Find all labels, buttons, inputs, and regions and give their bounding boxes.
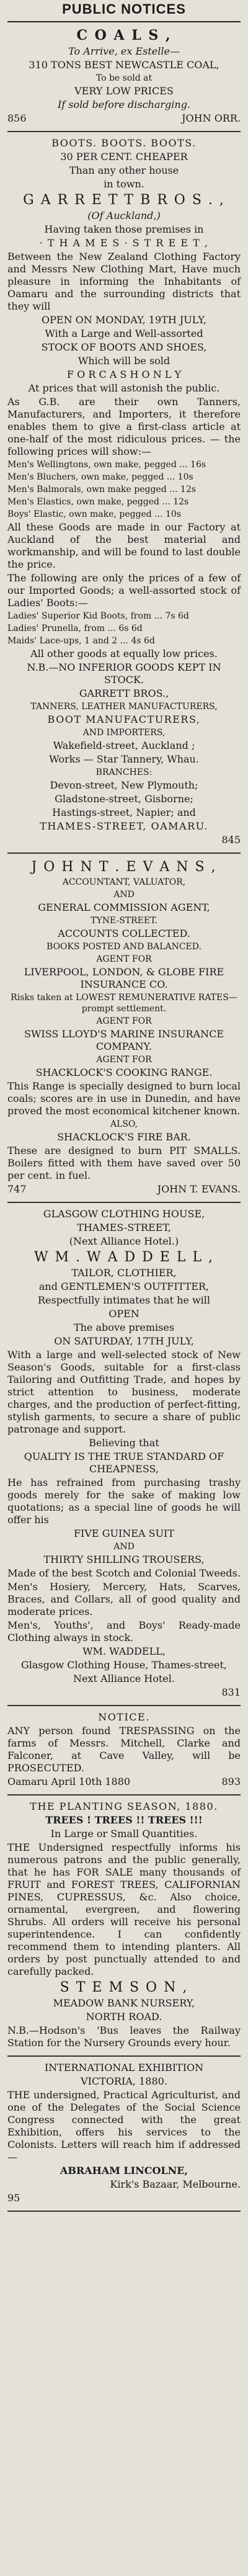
ad-line: NORTH ROAD. xyxy=(86,2011,162,2023)
ad-line: LIVERPOOL, LONDON, & GLOBE FIRE INSURANCE CO. xyxy=(24,966,224,990)
ad-line: MEADOW BANK NURSERY, xyxy=(53,1997,195,2009)
ad-line: THIRTY SHILLING TROUSERS, xyxy=(43,1554,205,1565)
ad-line: AGENT FOR xyxy=(96,1055,152,1065)
ad-line: BOOTS. BOOTS. BOOTS. xyxy=(51,137,197,149)
ad-line: GLASGOW CLOTHING HOUSE, xyxy=(43,1208,205,1220)
ad-line: GENERAL COMMISSION AGENT, xyxy=(38,901,210,913)
ad-line: All these Goods are made in our Factory at Auckland of the best material and workmanship, and will be found to last double the price. xyxy=(7,521,241,570)
ad-line: All other goods at equally low prices. xyxy=(30,648,218,660)
ad-line: THE undersigned, Practical Agriculturist, and one of the Delegates of the Social Science Congress connected with the great Exhibition, offers his services to the Colonists. Letters will reach him if addressed— xyxy=(7,2089,241,2163)
ad-line: To be sold at xyxy=(95,73,153,83)
ad-line: Men's Bluchers, own make, pegged ... 10s xyxy=(7,472,193,482)
ad-line: (Of Auckland,) xyxy=(87,210,161,221)
ad-line: In Large or Small Quantities. xyxy=(50,1828,198,1840)
ad-line: The above premises xyxy=(73,1322,175,1333)
ad-line: BRANCHES: xyxy=(95,767,153,777)
ad-line: GARRETT BROS., xyxy=(79,687,169,699)
ad-line: S T E M S O N , xyxy=(60,1980,188,1995)
ad-line: THE PLANTING SEASON, 1880. xyxy=(30,1800,218,1812)
ad-line: TAILOR, CLOTHIER, xyxy=(71,1267,177,1279)
ad-footer xyxy=(7,1776,241,1788)
ad-line: If sold before discharging. xyxy=(57,99,191,110)
ad-line: These are designed to burn PIT SMALLS. Boilers fitted with them have saved over 50 per cent. in fuel. xyxy=(7,1145,241,1181)
ad-line: NOTICE. xyxy=(98,1711,150,1723)
ad-footer xyxy=(7,834,241,846)
ad-line: THE Undersigned respectfully informs his numerous patrons and the public generally, that he has FOR SALE many thousands of FRUIT and FOREST TREES, CALIFORNIAN PINES, CUPRESSUS, &c. Also choice, ornamental, evergreen, and flowering Shrubs. All orders will receive his personal superintendence. I can confidently recommend them to intending planters. All orders by post punctually attended to and carefully packed. xyxy=(7,1841,241,1977)
ad-line: Ladies' Prunella, from ... 6s 6d xyxy=(7,624,143,633)
ad-line: The following are only the prices of a few of our Imported Goods; a well-assorted stock of Ladies' Boots:— xyxy=(7,572,241,609)
ad-line: Men's Elastics, own make, pegged ... 12s xyxy=(7,497,189,507)
ad-waddell xyxy=(7,1203,241,1706)
ad-line: BOOKS POSTED AND BALANCED. xyxy=(46,942,202,952)
ad-line: Maids' Lace-ups, 1 and 2 ... 4s 6d xyxy=(7,636,155,646)
ad-line: Which will be sold xyxy=(78,355,170,367)
ad-line: BOOT MANUFACTURERS, xyxy=(47,713,201,725)
ad-line: Having taken those premises in xyxy=(44,223,204,235)
ad-line: Made of the best Scotch and Colonial Tweeds. xyxy=(7,1567,241,1579)
ad-line: With a large and well-selected stock of New Season's Goods, suitable for a first-class Tailoring and Outfitting Trade, and hopes by strict attention to business, moderate charges, and the production of perfect-fitting, stylish garments, to secure a share of public patronage and support. xyxy=(7,1349,241,1435)
ad-line: Next Alliance Hotel. xyxy=(73,1673,175,1684)
ad-signature: JOHN T. EVANS. xyxy=(157,1183,241,1195)
ad-line: AGENT FOR xyxy=(96,954,152,964)
ad-line: At prices that will astonish the public. xyxy=(28,382,220,394)
ad-number: 95 xyxy=(7,2192,20,2204)
ad-line: W M . W A D D E L L , xyxy=(33,1250,215,1265)
ad-line: G A R R E T T B R O S . , xyxy=(23,192,225,208)
ad-line: Between the New Zealand Clothing Factory and Messrs New Clothing Mart, Have much pleasure in informing the Inhabitants of Oamaru and the surrounding districts that they will xyxy=(7,251,241,312)
ad-line: Respectfully intimates that he will xyxy=(38,1294,210,1306)
ad-line: Hastings-street, Napier; and xyxy=(52,807,196,818)
ad-line: · T H A M E S · S T R E E T , xyxy=(39,237,209,249)
ad-line: ABRAHAM LINCOLNE, xyxy=(60,2165,188,2176)
ad-line: Men's, Youths', and Boys' Ready-made Clothing always in stock. xyxy=(7,1619,241,1644)
ad-line: Men's Hosiery, Mercery, Hats, Scarves, Braces, and Collars, all of good quality and moderate prices. xyxy=(7,1581,241,1617)
ad-line: WM. WADDELL, xyxy=(82,1645,166,1657)
ad-garrett-boots xyxy=(7,132,241,854)
ad-line: Glasgow Clothing House, Thames-street, xyxy=(20,1659,228,1671)
ad-line: J O H N T . E V A N S , xyxy=(31,859,217,875)
ad-stemson xyxy=(7,1796,241,2057)
ad-line: OPEN xyxy=(108,1308,140,1320)
ads-column xyxy=(7,22,241,2212)
ad-line: VERY LOW PRICES xyxy=(74,85,174,97)
ad-line: Wakefield-street, Auckland ; xyxy=(53,740,195,751)
ad-line: ON SATURDAY, 17TH JULY, xyxy=(54,1335,194,1347)
ad-line: ALSO, xyxy=(110,1119,138,1129)
ad-line: FIVE GUINEA SUIT xyxy=(73,1527,175,1539)
ad-line: Men's Balmorals, own make pegged ... 12s xyxy=(7,485,196,494)
ad-line: Boys' Elastic, own make, pegged ... 10s xyxy=(7,509,182,519)
ad-line: F O R C A S H O N L Y xyxy=(66,369,182,380)
ad-line: QUALITY IS THE TRUE STANDARD OF CHEAPNESS, xyxy=(24,1451,224,1475)
section-masthead: PUBLIC NOTICES xyxy=(7,0,241,22)
ad-line: ANY person found TRESPASSING on the farms of Messrs. Mitchell, Clarke and Falconer, at Cave Valley, will be PROSECUTED. xyxy=(7,1725,241,1774)
ad-line: and GENTLEMEN'S OUTFITTER, xyxy=(38,1281,210,1292)
ad-number: Oamaru April 10th 1880 xyxy=(7,1776,131,1787)
ad-line: Kirk's Bazaar, Melbourne. xyxy=(110,2178,241,2190)
ad-line: As G.B. are their own Tanners, Manufacturers, and Importers, it therefore enables them to give a first-class article at one-half of the most ridiculous prices. — the following prices will show:— xyxy=(7,396,241,457)
ad-signature: 845 xyxy=(221,834,241,846)
ad-line: N.B.—NO INFERIOR GOODS KEPT IN STOCK. xyxy=(27,661,221,686)
ad-line: AND xyxy=(113,1542,135,1552)
ad-number: 856 xyxy=(7,112,27,124)
ad-line: Men's Wellingtons, own make, pegged ... 16s xyxy=(7,460,206,470)
ad-line: With a Large and Well-assorted xyxy=(45,328,203,339)
ad-line: AND IMPORTERS, xyxy=(82,728,166,738)
ad-line: Risks taken at LOWEST REMUNERATIVE RATES—prompt settlement. xyxy=(11,993,237,1014)
ad-footer xyxy=(7,2192,241,2204)
ad-line: C O A L S , xyxy=(76,27,172,43)
ad-line: THAMES-STREET, xyxy=(77,1222,171,1233)
ad-line: SHACKLOCK'S FIRE BAR. xyxy=(57,1131,191,1143)
ad-line: Believing that xyxy=(89,1437,159,1449)
ad-coals xyxy=(7,22,241,132)
ad-signature: 893 xyxy=(221,1776,241,1787)
ad-line: THAMES-STREET, OAMARU. xyxy=(40,820,208,832)
ad-line: ACCOUNTANT, VALUATOR, xyxy=(62,877,186,887)
ad-signature: 831 xyxy=(221,1686,241,1698)
ad-line: 310 TONS BEST NEWCASTLE COAL, xyxy=(29,59,219,71)
ad-line: SHACKLOCK'S COOKING RANGE. xyxy=(35,1067,213,1078)
ad-line: in town. xyxy=(104,178,144,190)
ad-line: VICTORIA, 1880. xyxy=(81,2075,167,2087)
ad-notice xyxy=(7,1706,241,1796)
ad-line: INTERNATIONAL EXHIBITION xyxy=(44,2062,204,2073)
ad-line: STOCK OF BOOTS AND SHOES, xyxy=(41,341,207,353)
ad-line: N.B.—Hodson's 'Bus leaves the Railway Station for the Nursery Grounds every hour. xyxy=(7,2024,241,2049)
ad-exhibition xyxy=(7,2057,241,2212)
ad-footer xyxy=(7,1183,241,1196)
ad-line: Than any other house xyxy=(69,164,179,176)
ad-line: Gladstone-street, Gisborne; xyxy=(55,793,193,805)
ad-line: AGENT FOR xyxy=(96,1016,152,1026)
ad-line: ACCOUNTS COLLECTED. xyxy=(58,928,190,939)
ad-line: TREES ! TREES !! TREES !!! xyxy=(45,1814,203,1826)
ad-line: Works — Star Tannery, Whau. xyxy=(49,753,199,765)
ad-signature: JOHN ORR. xyxy=(182,112,241,124)
ad-line: TYNE-STREET. xyxy=(91,916,157,926)
ad-evans xyxy=(7,854,241,1203)
ad-line: He has refrained from purchasing trashy goods merely for the sake of making low quotations; as a special line of goods he will offer his xyxy=(7,1477,241,1526)
ad-line: Ladies' Superior Kid Boots, from ... 7s 6d xyxy=(7,611,189,621)
ad-line: AND xyxy=(113,890,135,900)
ad-line: 30 PER CENT. CHEAPER xyxy=(60,151,188,163)
ad-line: SWISS LLOYD'S MARINE INSURANCE COMPANY. xyxy=(24,1028,224,1052)
ad-line: OPEN ON MONDAY, 19TH JULY, xyxy=(42,314,206,326)
ad-line: TANNERS, LEATHER MANUFACTURERS, xyxy=(30,702,218,712)
ad-line: This Range is specially designed to burn local coals; scores are in use in Dunedin, and have proved the most economical kitchener known. xyxy=(7,1080,241,1117)
ad-footer xyxy=(7,112,241,125)
ad-line: To Arrive, ex Estelle— xyxy=(68,45,180,57)
ad-footer xyxy=(7,1686,241,1699)
ad-number: 747 xyxy=(7,1183,27,1195)
ad-line: (Next Alliance Hotel.) xyxy=(69,1235,179,1247)
ad-line: Devon-street, New Plymouth; xyxy=(50,779,198,791)
